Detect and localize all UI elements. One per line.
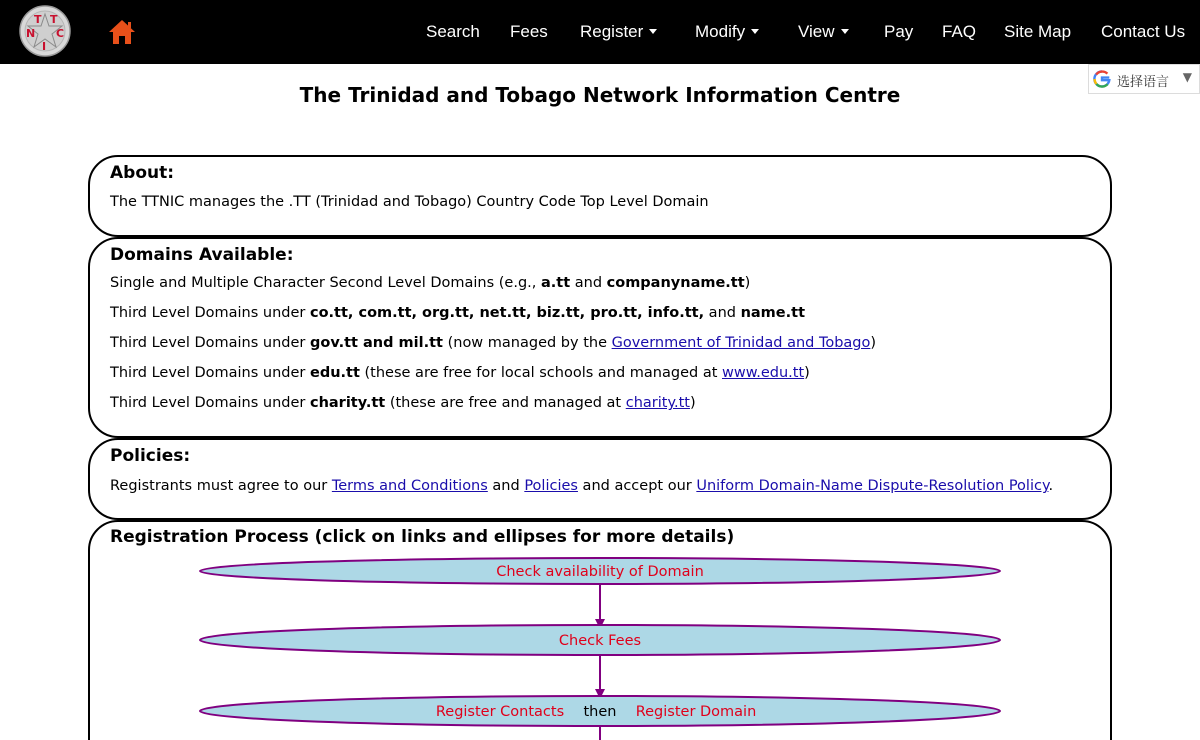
text: and [570, 275, 607, 291]
domain-example: a.tt [540, 275, 571, 291]
nav-view-label: View [798, 22, 835, 41]
step-then-label: then [583, 704, 617, 720]
nav-faq[interactable]: FAQ [942, 22, 977, 41]
domain-line-charity [110, 395, 696, 411]
about-heading: About: [110, 163, 175, 183]
policies-heading: Policies: [110, 446, 191, 466]
policies-link[interactable]: Policies [524, 478, 578, 494]
domains-heading: Domains Available: [110, 245, 294, 265]
step-check-fees-label[interactable]: Check Fees [558, 633, 642, 649]
domain-line-second-level [110, 275, 750, 291]
policies-section [88, 438, 1112, 520]
text: Third Level Domains under [110, 305, 310, 321]
nav-modify[interactable] [695, 0, 759, 64]
nav-register[interactable] [580, 0, 657, 64]
logo-letter-c: C [56, 27, 65, 40]
charity-tt-link[interactable]: charity.tt [625, 395, 690, 411]
edu-tt-link[interactable]: www.edu.tt [722, 365, 805, 381]
nav-view[interactable] [798, 0, 849, 64]
domain-line-gov [110, 335, 876, 351]
nav-register-label: Register [580, 22, 644, 41]
page-title: The Trinidad and Tobago Network Information Centre [299, 83, 901, 107]
text: ) [804, 365, 810, 381]
text: Third Level Domains under [110, 395, 310, 411]
dropdown-arrow-icon: ▼ [1182, 70, 1192, 84]
text: Third Level Domains under [110, 335, 310, 351]
policies-text [110, 478, 1053, 494]
step-register-contacts-label[interactable]: Register Contacts [435, 704, 565, 720]
text: ) [744, 275, 751, 291]
nav-site-map[interactable]: Site Map [1004, 22, 1072, 41]
text: Third Level Domains under [110, 365, 310, 381]
text: and [487, 478, 525, 494]
text: ) [870, 335, 877, 351]
caret-down-icon [751, 29, 759, 34]
nav-contact-us[interactable]: Contact Us [1101, 22, 1186, 41]
text: (these are free and managed at [385, 395, 626, 411]
domains-section [88, 237, 1112, 438]
domain-list: gov.tt and mil.tt [309, 335, 443, 351]
registration-heading: Registration Process (click on links and ellipses for more details) [110, 527, 735, 547]
logo-letter-n: N [26, 27, 36, 40]
caret-down-icon [649, 29, 657, 34]
step-register-domain-label[interactable]: Register Domain [635, 704, 757, 720]
about-section [88, 155, 1112, 237]
logo-letter-t1: T [34, 13, 42, 26]
language-selector-label: 选择语言 [1117, 75, 1170, 90]
text: and [704, 305, 741, 321]
domain-line-edu [110, 365, 810, 381]
logo-letter-i: I [42, 40, 47, 53]
about-text: The TTNIC manages the .TT (Trinidad and Tobago) Country Code Top Level Domain [110, 194, 709, 210]
text: Registrants must agree to our [110, 478, 332, 494]
logo-letter-t2: T [50, 13, 58, 26]
domain-example: companyname.tt [606, 275, 745, 291]
step-check-availability-label[interactable]: Check availability of Domain [496, 564, 704, 580]
udrp-link[interactable]: Uniform Domain-Name Dispute-Resolution Policy [696, 478, 1049, 494]
domain-list: charity.tt [309, 395, 386, 411]
ttnic-logo[interactable] [19, 5, 71, 57]
domain-list: co.tt, com.tt, org.tt, net.tt, biz.tt, pro.tt, info.tt, [309, 305, 705, 321]
text: ) [689, 395, 696, 411]
government-link[interactable]: Government of Trinidad and Tobago [611, 335, 871, 351]
nav-search[interactable]: Search [426, 22, 480, 41]
terms-link[interactable]: Terms and Conditions [331, 478, 488, 494]
text: and accept our [577, 478, 697, 494]
top-navbar [0, 0, 1200, 64]
text: . [1048, 478, 1054, 494]
home-icon[interactable] [108, 19, 136, 45]
nav-modify-label: Modify [695, 22, 746, 41]
registration-flowchart [0, 520, 1200, 740]
domain-list: name.tt [740, 305, 805, 321]
nav-pay[interactable]: Pay [884, 22, 914, 41]
text: (these are free for local schools and managed at [359, 365, 722, 381]
text: (now managed by the [442, 335, 612, 351]
nav-fees[interactable]: Fees [510, 22, 548, 41]
domain-list: edu.tt [309, 365, 360, 381]
caret-down-icon [841, 29, 849, 34]
text: Single and Multiple Character Second Level Domains (e.g., [110, 275, 541, 291]
domain-line-third-level [110, 305, 805, 321]
